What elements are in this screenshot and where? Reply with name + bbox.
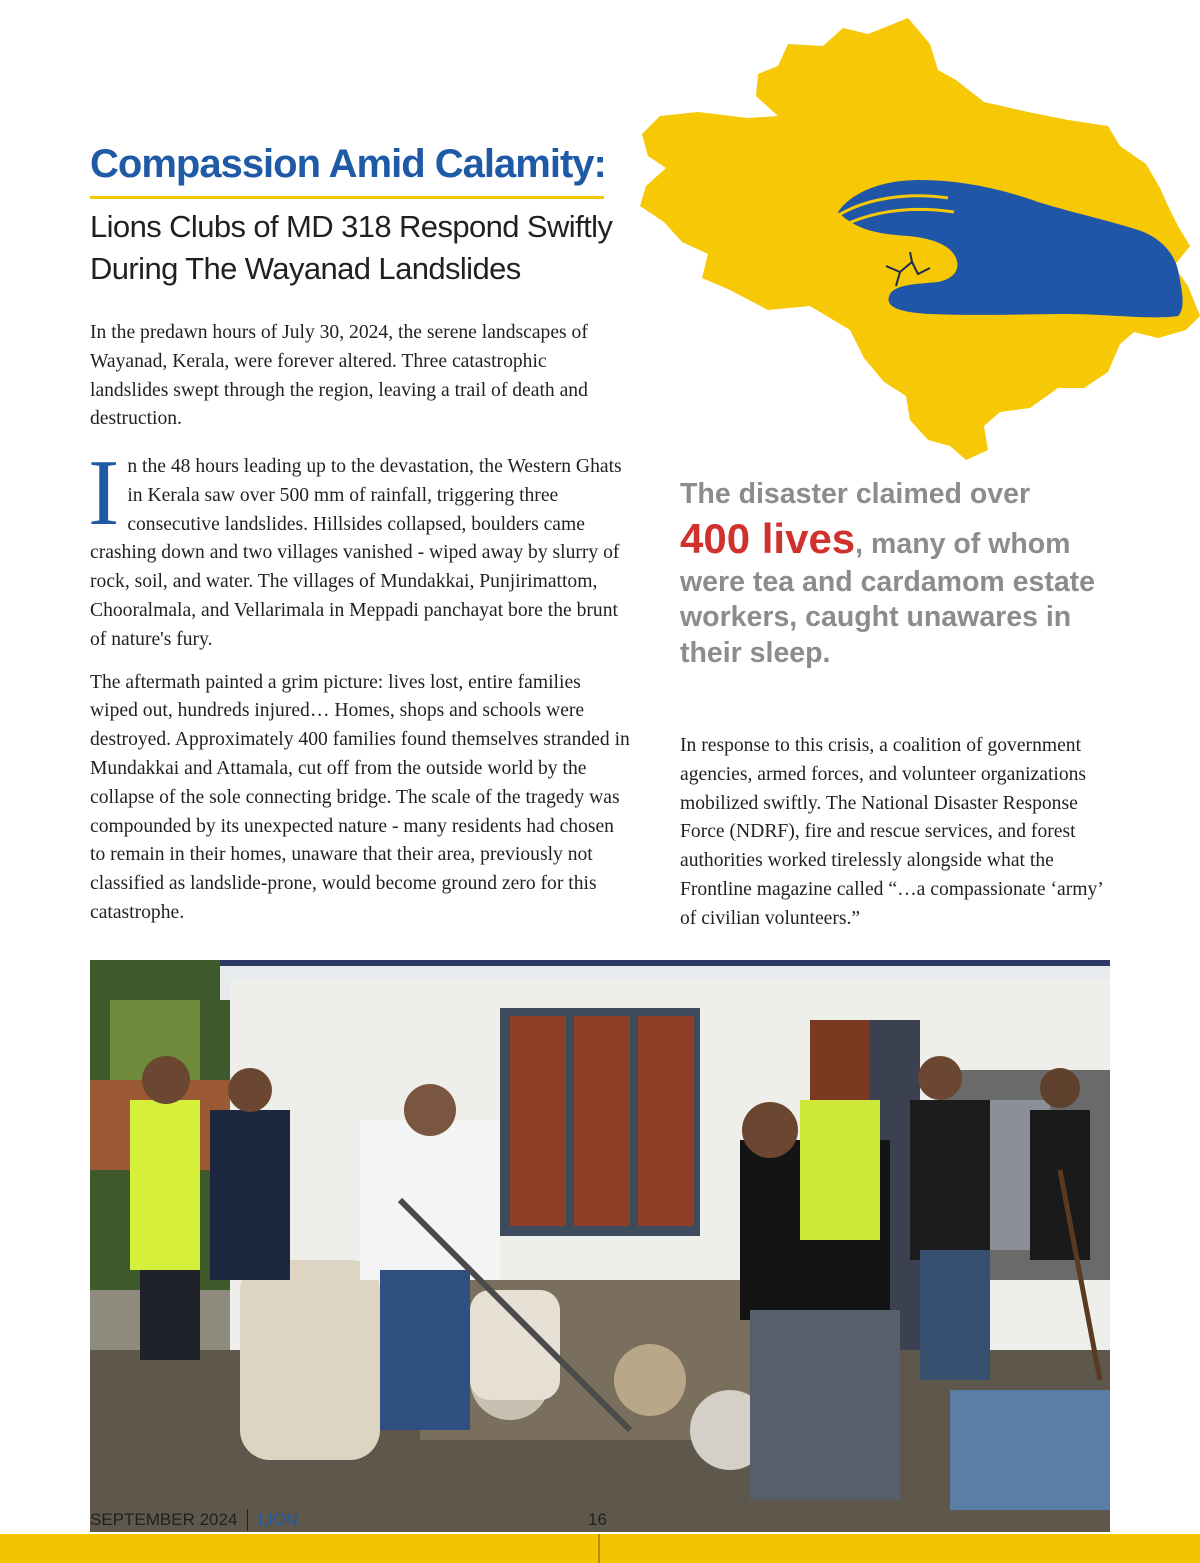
footer-divider <box>598 1534 600 1563</box>
left-body-column <box>88 441 630 942</box>
body-paragraph-1-text: n the 48 hours leading up to the devastation, the Western Ghats in Kerala saw over 500 mm of rainfall, triggering three consecutive landslides. Hillsides collapsed, boulders came crashing down and two villages vanished - wiped away by slurry of rock, soil, and water. The villages of Mundakkai, Punjirimattom, Chooralmala, and Vellarimala in Meppadi panchayat bore the brunt of nature's fury. <box>90 456 622 650</box>
right-body-column <box>680 732 1120 934</box>
intro-text: In the predawn hours of July 30, 2024, the serene landscapes of Wayanad, Kerala, were forever altered. Three catastrophic landslides swept through the region, leaving a trail of death and destruction. <box>90 322 588 430</box>
footer-magazine: LION <box>258 1510 299 1529</box>
body-paragraph-2: The aftermath painted a grim picture: lives lost, entire families wiped out, hundreds injured… Homes, shops and schools were destroyed. Approximately 400 families found themselves stranded in Mundakkai and Attamala, cut off from the outside world by the collapse of the sole connecting bridge. The scale of the tragedy was compounded by its unexpected nature - many residents had chosen to remain in their homes, unaware that their area, previously not classified as landslide-prone, would become ground zero for this catastrophe. <box>90 671 630 923</box>
drop-cap: I <box>88 441 120 545</box>
pull-quote <box>680 477 1100 671</box>
intro-paragraph <box>90 319 615 434</box>
article-title: Compassion Amid Calamity: <box>90 142 606 186</box>
body-paragraph-1 <box>88 441 630 655</box>
body-paragraph-3: In response to this crisis, a coalition of government agencies, armed forces, and volunteer organizations mobilized swiftly. The National Disaster Response Force (NDRF), fire and rescue services, and forest authorities worked tirelessly alongside what the Frontline magazine called “…a compassionate ‘army’ of civilian volunteers.” <box>680 735 1103 929</box>
pull-quote-highlight: 400 lives <box>680 514 856 562</box>
pull-quote-lead: The disaster claimed over <box>680 478 1031 510</box>
page-footer <box>90 1508 298 1532</box>
footer-date: SEPTEMBER 2024 <box>90 1510 238 1529</box>
volunteers-cleanup-photo <box>90 960 1110 1532</box>
footer-separator <box>247 1509 248 1531</box>
footer-bar <box>0 1534 1200 1563</box>
title-underline <box>90 196 604 199</box>
kerala-map-hand-illustration <box>638 16 1200 462</box>
pull-quote-rest: , many of whom were tea and cardamom estate workers, caught unawares in their sleep. <box>680 527 1096 669</box>
page-number: 16 <box>588 1510 607 1529</box>
article-subtitle: Lions Clubs of MD 318 Respond Swiftly During The Wayanad Landslides <box>90 209 613 286</box>
